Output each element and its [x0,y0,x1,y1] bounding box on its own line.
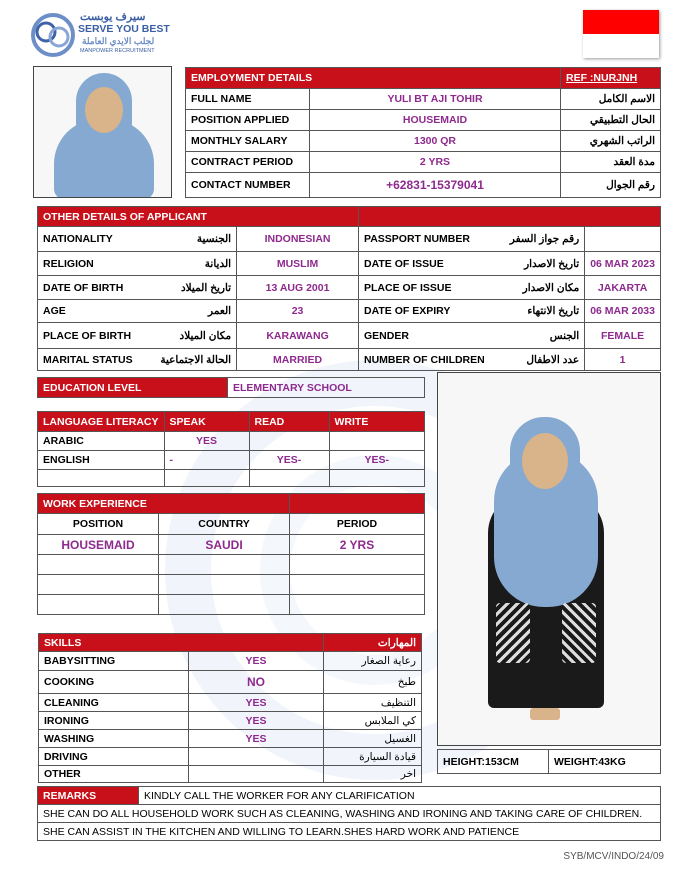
label-marital-status-ar: الحالة الاجتماعية [138,349,237,371]
table-row [38,575,425,595]
table-row [186,110,661,131]
table-row [38,535,425,555]
skill-value: YES [189,652,324,671]
lang-write: YES- [329,451,425,470]
label-salary: MONTHLY SALARY [186,131,310,152]
skill-name: COOKING [39,671,189,694]
lang-write [329,470,425,487]
value-date-of-issue: 06 MAR 2023 [585,252,661,276]
label-passport-ar: رقم جواز السفر [490,227,585,252]
value-place-of-birth: KARAWANG [237,323,359,349]
label-place-of-issue: PLACE OF ISSUE [358,276,489,300]
label-religion-ar: الديانة [138,252,237,276]
label-date-of-issue-ar: تاريخ الاصدار [490,252,585,276]
skill-value: YES [189,712,324,730]
indonesia-flag [583,10,659,58]
value-salary: 1300 QR [310,131,561,152]
lang-name: ENGLISH [38,451,165,470]
other-details-table [37,206,661,371]
skill-name-ar: اخر [324,766,422,783]
value-position: HOUSEMAID [310,110,561,131]
skill-name-ar: قيادة السيارة [324,748,422,766]
skill-name: DRIVING [39,748,189,766]
work-header-position: POSITION [38,514,159,535]
table-row [186,89,661,110]
table-row [38,595,425,615]
value-gender: FEMALE [585,323,661,349]
skills-title: SKILLS [39,634,324,652]
height-value: HEIGHT:153CM [438,750,549,774]
label-salary-ar: الراتب الشهري [561,131,661,152]
table-row [39,712,422,730]
table-row [186,131,661,152]
applicant-photo-small [33,66,172,198]
value-date-of-birth: 13 AUG 2001 [237,276,359,300]
label-gender-ar: الجنس [490,323,585,349]
lang-speak: YES [164,432,249,451]
label-date-of-expiry-ar: تاريخ الانتهاء [490,300,585,323]
label-passport: PASSPORT NUMBER [358,227,489,252]
remarks-line-3: SHE CAN ASSIST IN THE KITCHEN AND WILLING TO LEARN.SHES HARD WORK AND PATIENCE [38,823,661,841]
value-passport [585,227,661,252]
lang-header-read: READ [249,412,329,432]
employment-details-table [185,67,661,198]
other-details-title-right [358,207,660,227]
value-children: 1 [585,349,661,371]
flag-white-band [583,34,659,58]
label-date-of-birth: DATE OF BIRTH [38,276,138,300]
logo-sub: MANPOWER RECRUITMENT [80,48,155,54]
skill-name-ar: التنظيف [324,694,422,712]
label-date-of-expiry: DATE OF EXPIRY [358,300,489,323]
label-contact: CONTACT NUMBER [186,173,310,198]
label-date-of-birth-ar: تاريخ الميلاد [138,276,237,300]
value-religion: MUSLIM [237,252,359,276]
table-row [38,276,661,300]
value-contact: +62831-15379041 [310,173,561,198]
table-row [186,152,661,173]
value-place-of-issue: JAKARTA [585,276,661,300]
lang-read: YES- [249,451,329,470]
skill-value: YES [189,730,324,748]
education-table [37,377,425,398]
value-contract: 2 YRS [310,152,561,173]
skill-value [189,748,324,766]
label-place-of-issue-ar: مكان الاصدار [490,276,585,300]
remarks-line-1: KINDLY CALL THE WORKER FOR ANY CLARIFICATION [139,787,661,805]
skill-name-ar: طبخ [324,671,422,694]
table-row [38,252,661,276]
label-age-ar: العمر [138,300,237,323]
label-gender: GENDER [358,323,489,349]
label-contract: CONTRACT PERIOD [186,152,310,173]
reference-number: REF :NURJNH [561,68,661,89]
lang-read [249,432,329,451]
table-row [38,349,661,371]
language-table [37,411,425,487]
remarks-line-2: SHE CAN DO ALL HOUSEHOLD WORK SUCH AS CLEANING, WASHING AND IRONING AND TAKING CARE OF CHILDREN. [38,805,661,823]
label-position: POSITION APPLIED [186,110,310,131]
work-experience-table [37,493,425,615]
logo-name: SERVE YOU BEST [78,23,170,35]
lang-header-literacy: LANGUAGE LITERACY [38,412,165,432]
skill-value [189,766,324,783]
work-header-period: PERIOD [290,514,425,535]
lang-header-write: WRITE [329,412,425,432]
table-row [39,694,422,712]
value-date-of-expiry: 06 MAR 2033 [585,300,661,323]
work-position: HOUSEMAID [38,535,159,555]
skill-name-ar: كي الملابس [324,712,422,730]
label-nationality-ar: الجنسية [138,227,237,252]
company-logo [30,10,180,60]
skill-name-ar: رعاية الصغار [324,652,422,671]
table-row [38,470,425,487]
table-row [38,227,661,252]
logo-arabic-sub: لجلب الايدي العاملة [82,36,155,46]
table-row [39,652,422,671]
label-religion: RELIGION [38,252,138,276]
label-nationality: NATIONALITY [38,227,138,252]
table-row [186,173,661,198]
lang-name [38,470,165,487]
logo-arabic: سيرف يوبست [80,11,146,23]
flag-red-band [583,10,659,34]
label-place-of-birth-ar: مكان الميلاد [138,323,237,349]
table-row [38,300,661,323]
label-children-ar: عدد الاطفال [490,349,585,371]
skill-name-ar: الغسيل [324,730,422,748]
lang-read [249,470,329,487]
lang-name: ARABIC [38,432,165,451]
table-row [39,671,422,694]
table-row [39,730,422,748]
skill-name: CLEANING [39,694,189,712]
value-nationality: INDONESIAN [237,227,359,252]
label-place-of-birth: PLACE OF BIRTH [38,323,138,349]
value-age: 23 [237,300,359,323]
employment-title: EMPLOYMENT DETAILS [186,68,561,89]
table-row [38,555,425,575]
lang-header-speak: SPEAK [164,412,249,432]
label-marital-status: MARITAL STATUS [38,349,138,371]
lang-speak [164,470,249,487]
lang-speak: - [164,451,249,470]
skill-name: IRONING [39,712,189,730]
education-value: ELEMENTARY SCHOOL [228,378,425,398]
skill-name: OTHER [39,766,189,783]
table-row [38,432,425,451]
work-experience-title: WORK EXPERIENCE [38,494,290,514]
table-row [38,323,661,349]
value-full-name: YULI BT AJI TOHIR [310,89,561,110]
body-measurements-table [437,749,661,774]
label-full-name: FULL NAME [186,89,310,110]
label-contract-ar: مدة العقد [561,152,661,173]
label-children: NUMBER OF CHILDREN [358,349,489,371]
remarks-table [37,786,661,841]
skills-table [38,633,422,783]
label-age: AGE [38,300,138,323]
skill-value: YES [189,694,324,712]
applicant-photo-full [437,372,661,746]
work-header-country: COUNTRY [159,514,290,535]
work-period: 2 YRS [290,535,425,555]
label-contact-ar: رقم الجوال [561,173,661,198]
logo-emblem-icon [30,12,76,58]
skill-value: NO [189,671,324,694]
table-row [39,766,422,783]
label-full-name-ar: الاسم الكامل [561,89,661,110]
skill-name: BABYSITTING [39,652,189,671]
lang-write [329,432,425,451]
education-label: EDUCATION LEVEL [38,378,228,398]
skills-title-ar: المهارات [324,634,422,652]
remarks-label: REMARKS [38,787,139,805]
other-details-title: OTHER DETAILS OF APPLICANT [38,207,359,227]
weight-value: WEIGHT:43KG [549,750,661,774]
work-country: SAUDI [159,535,290,555]
label-date-of-issue: DATE OF ISSUE [358,252,489,276]
skill-name: WASHING [39,730,189,748]
table-row [38,451,425,470]
value-marital-status: MARRIED [237,349,359,371]
document-code: SYB/MCV/INDO/24/09 [563,851,664,862]
work-experience-title-right [290,494,425,514]
label-position-ar: الحال التطبيقي [561,110,661,131]
table-row [39,748,422,766]
